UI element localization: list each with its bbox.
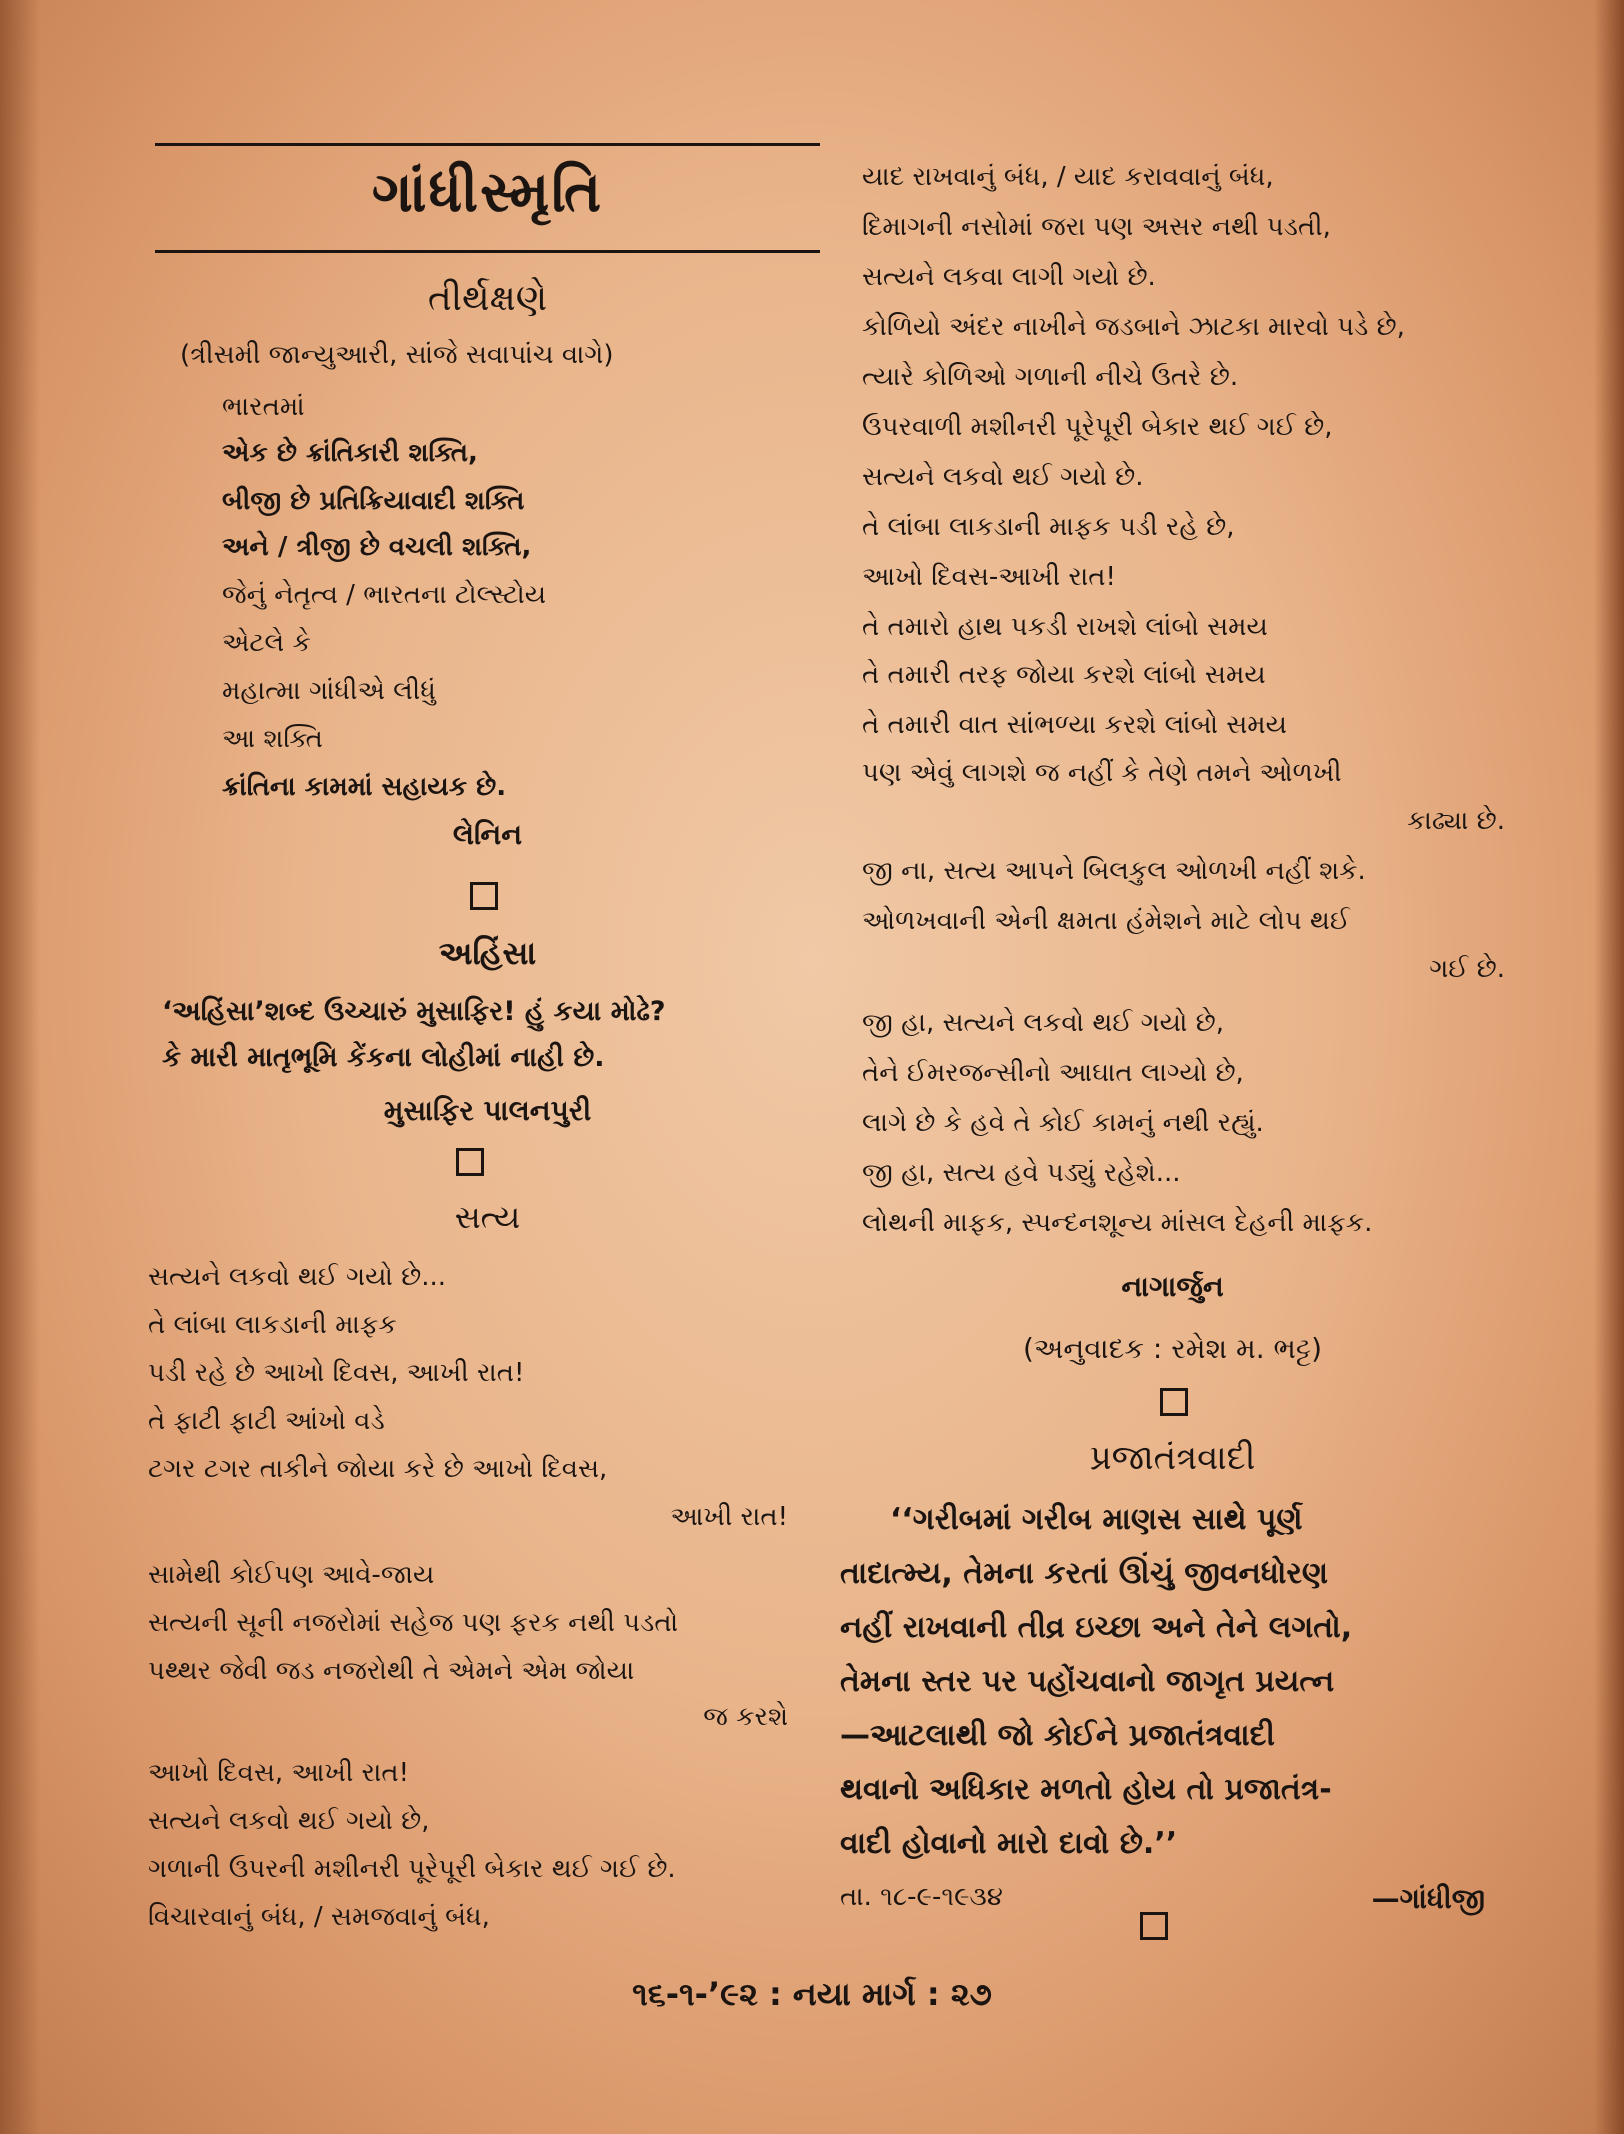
satya-line: આખો દિવસ-આખી રાત!	[862, 562, 1116, 592]
prajatantra-quote-line: તાદાત્મ્ય, તેમના કરતાં ઊંચું જીવનધોરણ	[840, 1556, 1329, 1591]
page-edge-shadow-left	[0, 0, 40, 2134]
satya-line: ઓળખવાની એની ક્ષમતા હંમેશને માટે લોપ થઈ	[862, 906, 1350, 936]
tirth-line: અને / ત્રીજી છે વચલી શક્તિ,	[222, 532, 532, 562]
section-separator-square	[470, 882, 498, 910]
tirth-line: એટલે કે	[222, 628, 311, 658]
satya-author: નાગાર્જુન	[1121, 1270, 1224, 1303]
satya-line: પથ્થર જેવી જડ નજરોથી તે એમને એમ જોયા	[148, 1656, 635, 1686]
satya-line: વિચારવાનું બંધ, / સમજવાનું બંધ,	[148, 1902, 490, 1932]
satya-line: ત્યારે કોળિઓ ગળાની નીચે ઉતરે છે.	[862, 362, 1239, 392]
satya-line: સત્યને લકવો થઈ ગયો છે...	[148, 1262, 447, 1292]
satya-line: સત્યની સૂની નજરોમાં સહેજ પણ ફરક નથી પડતો	[148, 1608, 679, 1638]
satya-line: તે લાંબા લાકડાની માફક પડી રહે છે,	[862, 512, 1235, 542]
satya-line: કાઢ્યા છે.	[1407, 806, 1505, 836]
prajatantra-quote-line: વાદી હોવાનો મારો દાવો છે.’’	[840, 1826, 1178, 1861]
prajatantra-quote-line: તેમના સ્તર પર પહોંચવાનો જાગૃત પ્રયત્ન	[840, 1664, 1335, 1699]
section-separator-square	[1160, 1388, 1188, 1416]
satya-line: તે લાંબા લાકડાની માફક	[148, 1310, 397, 1340]
satya-line: ગળાની ઉપરની મશીનરી પૂરેપૂરી બેકાર થઈ ગઈ છે.	[148, 1854, 676, 1884]
satya-line: તે તમારી તરફ જોયા કરશે લાંબો સમય	[862, 660, 1266, 690]
section-heading-satya: સત્ય	[454, 1198, 521, 1236]
satya-translator: (અનુવાદક : રમેશ મ. ભટ્ટ)	[1022, 1332, 1323, 1365]
prajatantra-quote-line: ‘‘ગરીબમાં ગરીબ માણસ સાથે પૂર્ણ	[890, 1502, 1303, 1537]
satya-line: જ કરશે	[703, 1702, 788, 1732]
tirth-line: ભારતમાં	[222, 392, 305, 422]
tirth-line: આ શક્તિ	[222, 724, 323, 754]
ahimsa-author: મુસાફિર પાલનપુરી	[383, 1094, 592, 1127]
title-rule-bottom	[155, 250, 820, 253]
satya-line: કોળિયો અંદર નાખીને જડબાને ઝાટકા મારવો પડે છે,	[862, 312, 1405, 342]
tirth-author: લેનિન	[452, 818, 523, 851]
ahimsa-line: ‘અહિંસા’શબ્દ ઉચ્ચારું મુસાફિર! હું કયા મોઢે?	[162, 996, 666, 1027]
page-footer: ૧૬-૧-’૯૨ : નયા માર્ગ : ૨૭	[632, 1975, 992, 2013]
satya-line: તે તમારી વાત સાંભળ્યા કરશે લાંબો સમય	[862, 710, 1287, 740]
tirth-line: બીજી છે પ્રતિક્રિયાવાદી શક્તિ	[222, 486, 525, 516]
ahimsa-line: કે મારી માતૃભૂમિ કેંકના લોહીમાં નાહી છે.	[162, 1042, 605, 1073]
tirth-line: એક છે ક્રાંતિકારી શક્તિ,	[222, 438, 478, 468]
page-edge-shadow-right	[1594, 0, 1624, 2134]
satya-line: પણ એવું લાગશે જ નહીં કે તેણે તમને ઓળખી	[862, 758, 1342, 788]
satya-line: જી હા, સત્ય હવે પડ્યું રહેશે...	[862, 1158, 1181, 1188]
satya-line: ગઈ છે.	[1429, 954, 1505, 984]
satya-line: દિમાગની નસોમાં જરા પણ અસર નથી પડતી,	[862, 212, 1331, 242]
satya-line: આખો દિવસ, આખી રાત!	[148, 1758, 410, 1788]
prajatantra-author: —ગાંધીજી	[1371, 1882, 1485, 1915]
section-heading-prajatantra: પ્રજાતંત્રવાદી	[1089, 1438, 1256, 1478]
satya-line: તે તમારો હાથ પકડી રાખશે લાંબો સમય	[862, 612, 1268, 642]
section-separator-square	[1140, 1912, 1168, 1940]
tirth-line: જેનું નેતૃત્વ / ભારતના ટોલ્સ્ટોય	[222, 580, 546, 610]
prajatantra-date: તા. ૧૮-૯-૧૯૩૪	[840, 1882, 1003, 1912]
prajatantra-quote-line: નહીં રાખવાની તીવ્ર ઇચ્છા અને તેને લગતો,	[840, 1610, 1353, 1645]
satya-line: ટગર ટગર તાકીને જોયા કરે છે આખો દિવસ,	[148, 1454, 608, 1484]
satya-line: પડી રહે છે આખો દિવસ, આખી રાત!	[148, 1358, 525, 1388]
prajatantra-quote-line: થવાનો અધિકાર મળતો હોય તો પ્રજાતંત્ર-	[840, 1772, 1332, 1807]
section-heading-tirth: તીર્થક્ષણે	[427, 278, 548, 319]
section-separator-square	[456, 1148, 484, 1176]
satya-line: લાગે છે કે હવે તે કોઈ કામનું નથી રહ્યું.	[862, 1108, 1264, 1138]
satya-line: ઉપરવાળી મશીનરી પૂરેપૂરી બેકાર થઈ ગઈ છે,	[862, 412, 1333, 442]
satya-line: યાદ રાખવાનું બંધ, / યાદ કરાવવાનું બંધ,	[862, 162, 1274, 192]
title-rule-top	[155, 143, 820, 146]
tirth-line: ક્રાંતિના કામમાં સહાયક છે.	[222, 772, 507, 802]
satya-line: સત્યને લકવા લાગી ગયો છે.	[862, 262, 1156, 292]
tirth-line: મહાત્મા ગાંધીએ લીધું	[222, 676, 436, 706]
satya-line: લોથની માફક, સ્પન્દનશૂન્ય માંસલ દેહની માફક.	[862, 1208, 1373, 1238]
section-heading-ahimsa: અહિંસા	[438, 934, 537, 972]
satya-line: તેને ઈમરજન્સીનો આઘાત લાગ્યો છે,	[862, 1058, 1244, 1088]
prajatantra-quote-line: —આટલાથી જો કોઈને પ્રજાતંત્રવાદી	[840, 1718, 1275, 1753]
satya-line: સત્યને લકવો થઈ ગયો છે,	[148, 1806, 430, 1836]
satya-line: આખી રાત!	[670, 1502, 788, 1532]
tirth-subheading: (ત્રીસમી જાન્યુઆરી, સાંજે સવાપાંચ વાગે)	[180, 340, 614, 370]
satya-line: સત્યને લકવો થઈ ગયો છે.	[862, 462, 1144, 492]
satya-line: જી હા, સત્યને લકવો થઈ ગયો છે,	[862, 1008, 1224, 1038]
satya-line: તે ફાટી ફાટી આંખો વડે	[148, 1406, 385, 1436]
satya-line: જી ના, સત્ય આપને બિલકુલ ઓળખી નહીં શકે.	[862, 856, 1366, 886]
satya-line: સામેથી કોઈપણ આવે-જાય	[148, 1560, 435, 1590]
page-title: ગાંધીસ્મૃતિ	[371, 160, 604, 225]
